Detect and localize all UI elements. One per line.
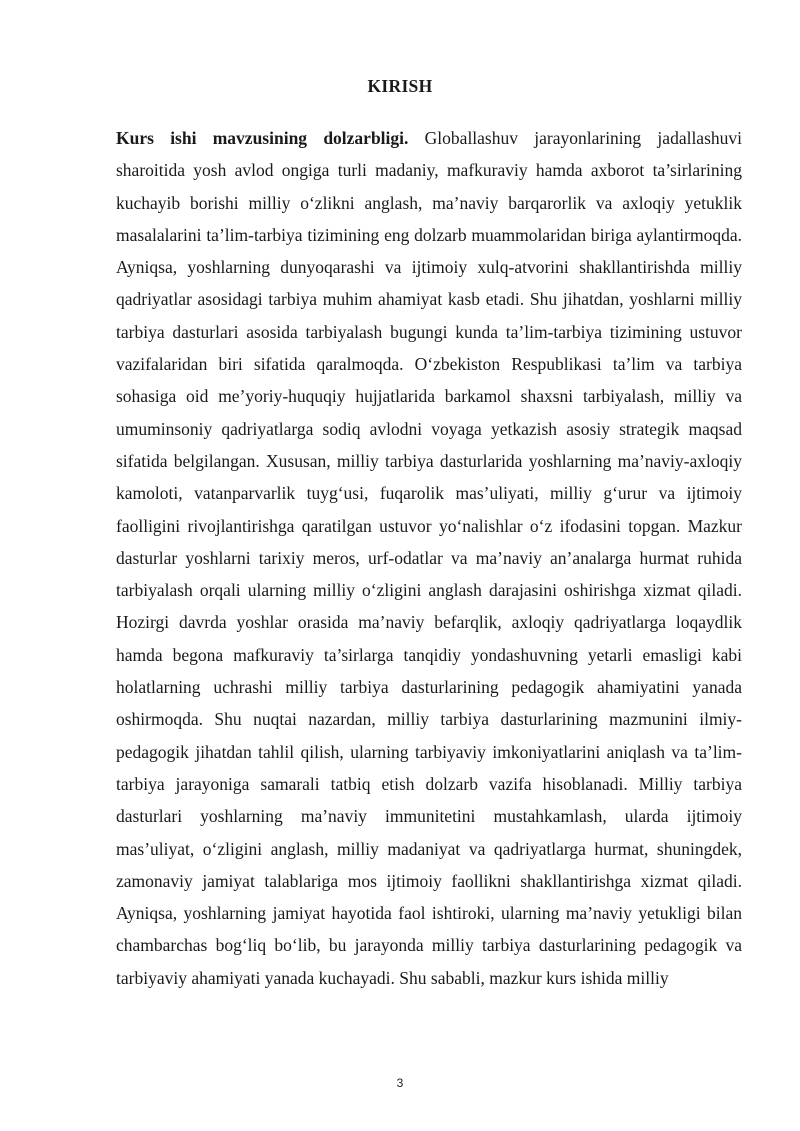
lead-phrase: Kurs ishi mavzusining dolzarbligi. xyxy=(116,128,409,148)
paragraph xyxy=(116,122,742,994)
paragraph-text: Globallashuv jarayonlarining jadallashuvi sharoitida yosh avlod ongiga turli madaniy, mafkuraviy hamda axborot ta’sirlarining kuchayib borishi milliy o‘zlikni anglash, ma’naviy barqarorlik va axloqiy yetuklik masalalarini ta’lim-tarbiya tizimining eng dolzarb muammolaridan biriga aylantirmoqda. Ayniqsa, yoshlarning dunyoqarashi va ijtimoiy xulq-atvorini shakllantirishda milliy qadriyatlar asosidagi tarbiya muhim ahamiyat kasb etadi. Shu jihatdan, yoshlarni milliy tarbiya dasturlari asosida tarbiyalash bugungi kunda ta’lim-tarbiya tizimining ustuvor vazifalaridan biri sifatida qaralmoqda. O‘zbekiston Respublikasi ta’lim va tarbiya sohasiga oid me’yoriy-huquqiy hujjatlarida barkamol shaxsni tarbiyalash, milliy va umuminsoniy qadriyatlarga sodiq avlodni voyaga yetkazish asosiy strategik maqsad sifatida belgilangan. Xususan, milliy tarbiya dasturlarida yoshlarning ma’naviy-axloqiy kamoloti, vatanparvarlik tuyg‘usi, fuqarolik mas’uliyati, milliy g‘urur va ijtimoiy faolligini rivojlantirishga qaratilgan ustuvor yo‘nalishlar o‘z ifodasini topgan. Mazkur dasturlar yoshlarni tarixiy meros, urf-odatlar va ma’naviy an’analarga hurmat ruhida tarbiyalash orqali ularning milliy o‘zligini anglash darajasini oshirishga xizmat qiladi. Hozirgi davrda yoshlar orasida ma’naviy befarqlik, axloqiy qadriyatlarga loqaydlik hamda begona mafkuraviy ta’sirlarga tanqidiy yondashuvning yetarli emasligi kabi holatlarning uchrashi milliy tarbiya dasturlarining pedagogik ahamiyatini yanada oshirmoqda. Shu nuqtai nazardan, milliy tarbiya dasturlarining mazmunini ilmiy-pedagogik jihatdan tahlil qilish, ularning tarbiyaviy imkoniyatlarini aniqlash va ta’lim-tarbiya jarayoniga samarali tatbiq etish dolzarb vazifa hisoblanadi. Milliy tarbiya dasturlari yoshlarning ma’naviy immunitetini mustahkamlash, ularda ijtimoiy mas’uliyat, o‘zligini anglash, milliy madaniyat va qadriyatlarga hurmat, shuningdek, zamonaviy jamiyat talablariga mos ijtimoiy faollikni shakllantirishga xizmat qiladi. Ayniqsa, yoshlarning jamiyat hayotida faol ishtiroki, ularning ma’naviy yetukligi bilan chambarchas bog‘liq bo‘lib, bu jarayonda milliy tarbiya dasturlarining pedagogik va tarbiyaviy ahamiyati yanada kuchayadi. Shu sababli, mazkur kurs ishida milliy xyxy=(116,128,742,988)
body-paragraph xyxy=(116,122,742,994)
page-number: 3 xyxy=(396,1076,404,1090)
page-title: KIRISH xyxy=(367,76,433,96)
